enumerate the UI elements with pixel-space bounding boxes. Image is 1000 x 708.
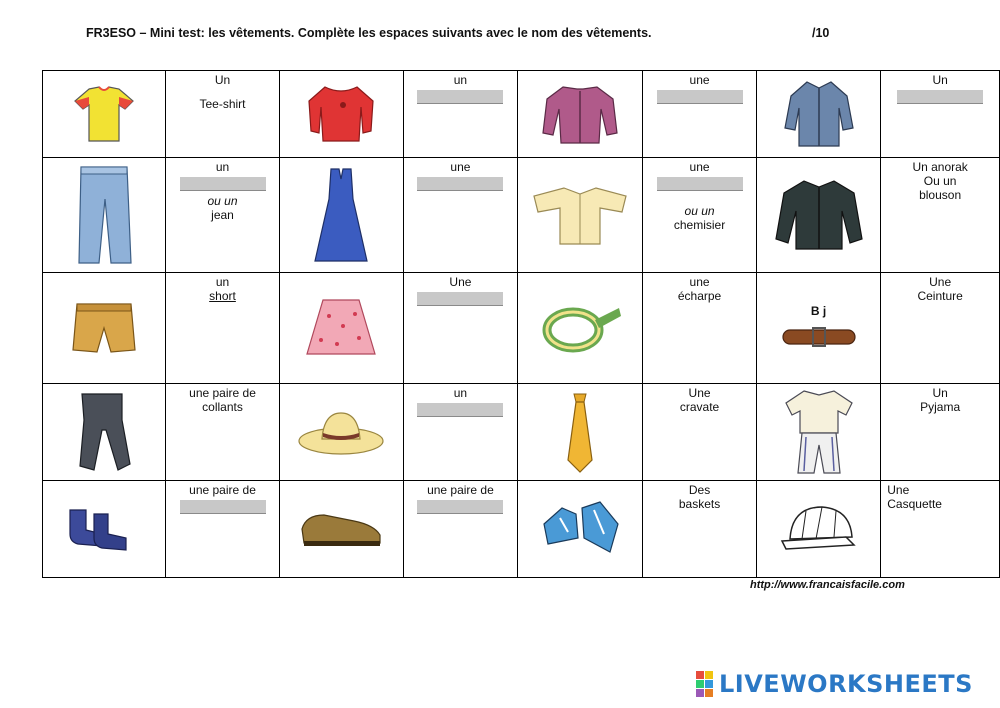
image-cell	[756, 71, 880, 158]
word-label: Tee-shirt	[199, 97, 246, 111]
image-cell	[43, 158, 166, 273]
text-cell	[166, 71, 279, 158]
text-cell	[166, 158, 279, 273]
image-cell	[517, 71, 643, 158]
text-cell	[404, 273, 517, 384]
image-cell	[43, 481, 166, 578]
coat-icon	[779, 78, 859, 150]
word-label: Casquette	[887, 497, 942, 511]
word-label: chemisier	[673, 218, 726, 232]
text-cell	[881, 384, 1000, 481]
image-cell	[279, 481, 403, 578]
text-cell	[643, 384, 756, 481]
article-label: une	[689, 160, 710, 174]
tights-icon	[72, 390, 136, 474]
jeans-icon	[69, 163, 139, 267]
tee-shirt-icon	[69, 83, 139, 145]
text-cell	[643, 158, 756, 273]
article-label: Des	[688, 483, 711, 497]
cardigan-icon	[537, 81, 623, 147]
answer-input[interactable]	[180, 177, 266, 191]
text-cell	[166, 273, 279, 384]
article-label: un	[215, 160, 230, 174]
article-label: Une	[929, 275, 952, 289]
text-cell	[166, 384, 279, 481]
article-label: une paire de	[427, 483, 494, 497]
image-cell	[43, 71, 166, 158]
image-cell	[517, 273, 643, 384]
word-label: short	[209, 289, 236, 303]
anorak-icon	[774, 177, 864, 253]
word-label: baskets	[678, 497, 721, 511]
source-url[interactable]: http://www.francaisfacile.com	[750, 579, 905, 591]
grid-row	[43, 273, 1000, 384]
pyjama-icon	[782, 387, 856, 477]
scarf-icon	[537, 298, 623, 358]
article-label: Une	[688, 386, 711, 400]
article-label: un	[453, 73, 468, 87]
article-label: une	[689, 73, 710, 87]
image-cell	[279, 71, 403, 158]
image-cell	[517, 384, 643, 481]
image-cell	[43, 384, 166, 481]
text-cell	[881, 158, 1000, 273]
shirt-icon	[530, 182, 630, 248]
word-label: jean	[211, 208, 234, 222]
word-label: Un anorak	[912, 160, 968, 174]
image-cell	[517, 481, 643, 578]
skirt-icon	[303, 296, 379, 360]
image-cell	[279, 384, 403, 481]
article-label: Un	[932, 73, 948, 87]
word-label: collants	[202, 400, 243, 414]
grid-row	[43, 158, 1000, 273]
socks-icon	[64, 504, 144, 554]
image-cell	[756, 481, 880, 578]
text-cell	[404, 481, 517, 578]
image-cell	[756, 273, 880, 384]
article-label: une	[450, 160, 471, 174]
alternative-label: ou un	[684, 204, 715, 218]
image-cell	[756, 158, 880, 273]
shorts-icon	[69, 298, 139, 358]
word-label: blouson	[919, 188, 962, 202]
hint-label: B j	[810, 304, 827, 318]
grid-row	[43, 384, 1000, 481]
logo-text: LIVEWORKSHEETS	[719, 670, 973, 698]
word-label: cravate	[679, 400, 720, 414]
vocabulary-grid	[42, 70, 1000, 578]
word-label: Ou un	[923, 174, 957, 188]
grid-row	[43, 481, 1000, 578]
grid-row	[43, 71, 1000, 158]
answer-input[interactable]	[417, 177, 503, 191]
text-cell	[643, 71, 756, 158]
tie-icon	[560, 390, 600, 474]
shoes-icon	[298, 507, 384, 551]
answer-input[interactable]	[897, 90, 983, 104]
article-label: une	[689, 275, 710, 289]
image-cell	[279, 273, 403, 384]
answer-input[interactable]	[657, 90, 743, 104]
liveworksheets-logo	[696, 670, 973, 698]
answer-input[interactable]	[417, 90, 503, 104]
article-label: Une	[887, 483, 910, 497]
text-cell	[881, 273, 1000, 384]
text-cell	[404, 158, 517, 273]
article-label: un	[215, 275, 230, 289]
answer-input[interactable]	[417, 500, 503, 514]
sweater-icon	[301, 81, 381, 147]
alternative-label: ou un	[207, 194, 238, 208]
sneakers-icon	[538, 494, 622, 564]
score-label: /10	[812, 26, 830, 40]
image-cell	[756, 384, 880, 481]
text-cell	[881, 71, 1000, 158]
article-label: une paire de	[189, 483, 256, 497]
answer-input[interactable]	[180, 500, 266, 514]
image-cell	[43, 273, 166, 384]
image-cell	[517, 158, 643, 273]
answer-input[interactable]	[417, 292, 503, 306]
article-label: Un	[932, 386, 948, 400]
text-cell	[166, 481, 279, 578]
text-cell	[404, 71, 517, 158]
article-label: Un	[214, 73, 231, 87]
answer-input[interactable]	[657, 177, 743, 191]
hat-icon	[296, 407, 386, 457]
answer-input[interactable]	[417, 403, 503, 417]
page-title: FR3ESO – Mini test: les vêtements. Complète les espaces suivants avec le nom des vêtements.	[86, 26, 652, 40]
logo-icon	[696, 671, 713, 697]
text-cell	[643, 481, 756, 578]
article-label: une paire de	[189, 386, 256, 400]
cap-icon	[776, 501, 862, 557]
image-cell	[279, 158, 403, 273]
dress-icon	[311, 165, 371, 265]
article-label: Une	[449, 275, 472, 289]
word-label: Pyjama	[920, 400, 961, 414]
article-label: un	[453, 386, 468, 400]
belt-icon	[779, 322, 859, 352]
text-cell	[881, 481, 1000, 578]
word-label: écharpe	[677, 289, 722, 303]
word-label: Ceinture	[917, 289, 963, 303]
text-cell	[643, 273, 756, 384]
text-cell	[404, 384, 517, 481]
